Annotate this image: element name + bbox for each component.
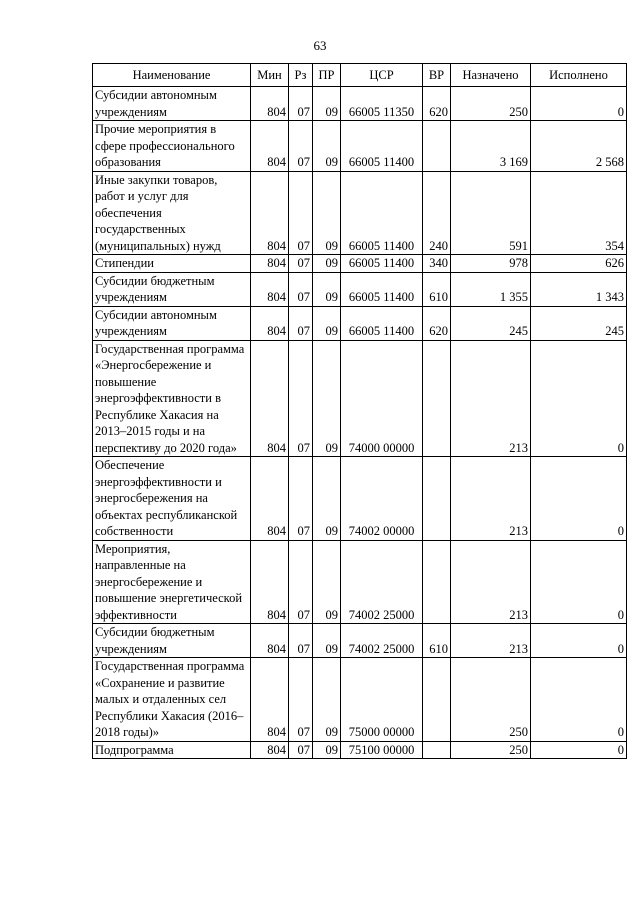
header-rz: Рз — [289, 64, 313, 87]
vr-cell: 620 — [423, 306, 451, 340]
min-cell: 804 — [251, 255, 289, 273]
table-row — [93, 658, 627, 742]
pr-cell: 09 — [313, 272, 341, 306]
rz-cell: 07 — [289, 272, 313, 306]
vr-cell: 620 — [423, 87, 451, 121]
table-row — [93, 457, 627, 541]
pr-cell: 09 — [313, 255, 341, 273]
name-cell: Субсидии бюджетным учреждениям — [93, 624, 251, 658]
table-row — [93, 255, 627, 273]
assigned-cell: 1 355 — [451, 272, 531, 306]
rz-cell: 07 — [289, 741, 313, 759]
executed-cell: 0 — [531, 340, 627, 457]
executed-cell: 0 — [531, 87, 627, 121]
vr-cell: 240 — [423, 171, 451, 255]
rz-cell: 07 — [289, 255, 313, 273]
vr-cell — [423, 658, 451, 742]
name-cell: Прочие мероприятия в сфере профессионального образования — [93, 121, 251, 172]
pr-cell: 09 — [313, 87, 341, 121]
executed-cell: 1 343 — [531, 272, 627, 306]
rz-cell: 07 — [289, 171, 313, 255]
assigned-cell: 591 — [451, 171, 531, 255]
rz-cell: 07 — [289, 540, 313, 624]
name-cell: Подпрограмма — [93, 741, 251, 759]
vr-cell — [423, 540, 451, 624]
vr-cell — [423, 340, 451, 457]
csr-cell: 74000 00000 — [341, 340, 423, 457]
rz-cell: 07 — [289, 87, 313, 121]
rz-cell: 07 — [289, 306, 313, 340]
csr-cell: 75100 00000 — [341, 741, 423, 759]
csr-cell: 66005 11400 — [341, 171, 423, 255]
min-cell: 804 — [251, 658, 289, 742]
assigned-cell: 3 169 — [451, 121, 531, 172]
executed-cell: 626 — [531, 255, 627, 273]
table-row — [93, 272, 627, 306]
executed-cell: 0 — [531, 624, 627, 658]
executed-cell: 0 — [531, 540, 627, 624]
csr-cell: 74002 25000 — [341, 624, 423, 658]
csr-cell: 74002 25000 — [341, 540, 423, 624]
table-row — [93, 171, 627, 255]
rz-cell: 07 — [289, 340, 313, 457]
assigned-cell: 213 — [451, 457, 531, 541]
table-row — [93, 87, 627, 121]
vr-cell: 340 — [423, 255, 451, 273]
pr-cell: 09 — [313, 540, 341, 624]
table-row — [93, 306, 627, 340]
assigned-cell: 250 — [451, 741, 531, 759]
pr-cell: 09 — [313, 624, 341, 658]
assigned-cell: 213 — [451, 624, 531, 658]
vr-cell — [423, 457, 451, 541]
table-body — [93, 87, 627, 759]
name-cell: Государственная программа «Энергосбережение и повышение энергоэффективности в Республике Хакасия на 2013–2015 годы и на перспективу до 2020 года» — [93, 340, 251, 457]
min-cell: 804 — [251, 624, 289, 658]
min-cell: 804 — [251, 457, 289, 541]
page-number: 63 — [313, 38, 327, 53]
table-row — [93, 540, 627, 624]
csr-cell: 66005 11350 — [341, 87, 423, 121]
header-min: Мин — [251, 64, 289, 87]
name-cell: Обеспечение энергоэффективности и энергосбережения на объектах республиканской собственности — [93, 457, 251, 541]
executed-cell: 245 — [531, 306, 627, 340]
name-cell: Государственная программа «Сохранение и развитие малых и отдаленных сел Республики Хакасия (2016–2018 годы)» — [93, 658, 251, 742]
pr-cell: 09 — [313, 340, 341, 457]
name-cell: Иные закупки товаров, работ и услуг для обеспечения государственных (муниципальных) нужд — [93, 171, 251, 255]
name-cell: Мероприятия, направленные на энергосбережение и повышение энергетической эффективности — [93, 540, 251, 624]
name-cell: Субсидии автономным учреждениям — [93, 306, 251, 340]
name-cell: Стипендии — [93, 255, 251, 273]
table-row — [93, 624, 627, 658]
vr-cell: 610 — [423, 272, 451, 306]
header-vr: ВР — [423, 64, 451, 87]
vr-cell: 610 — [423, 624, 451, 658]
min-cell: 804 — [251, 121, 289, 172]
rz-cell: 07 — [289, 658, 313, 742]
rz-cell: 07 — [289, 121, 313, 172]
csr-cell: 66005 11400 — [341, 306, 423, 340]
header-executed: Исполнено — [531, 64, 627, 87]
executed-cell: 354 — [531, 171, 627, 255]
min-cell: 804 — [251, 87, 289, 121]
min-cell: 804 — [251, 171, 289, 255]
min-cell: 804 — [251, 741, 289, 759]
table-header — [93, 64, 627, 87]
min-cell: 804 — [251, 340, 289, 457]
csr-cell: 75000 00000 — [341, 658, 423, 742]
table-row — [93, 121, 627, 172]
csr-cell: 66005 11400 — [341, 255, 423, 273]
vr-cell — [423, 121, 451, 172]
assigned-cell: 213 — [451, 540, 531, 624]
assigned-cell: 245 — [451, 306, 531, 340]
executed-cell: 2 568 — [531, 121, 627, 172]
rz-cell: 07 — [289, 457, 313, 541]
header-pr: ПР — [313, 64, 341, 87]
vr-cell — [423, 741, 451, 759]
pr-cell: 09 — [313, 306, 341, 340]
assigned-cell: 978 — [451, 255, 531, 273]
pr-cell: 09 — [313, 457, 341, 541]
min-cell: 804 — [251, 306, 289, 340]
csr-cell: 66005 11400 — [341, 272, 423, 306]
pr-cell: 09 — [313, 121, 341, 172]
table-row — [93, 340, 627, 457]
assigned-cell: 213 — [451, 340, 531, 457]
pr-cell: 09 — [313, 171, 341, 255]
pr-cell: 09 — [313, 741, 341, 759]
header-assigned: Назначено — [451, 64, 531, 87]
csr-cell: 74002 00000 — [341, 457, 423, 541]
executed-cell: 0 — [531, 457, 627, 541]
header-name: Наименование — [93, 64, 251, 87]
header-csr: ЦСР — [341, 64, 423, 87]
name-cell: Субсидии бюджетным учреждениям — [93, 272, 251, 306]
assigned-cell: 250 — [451, 658, 531, 742]
rz-cell: 07 — [289, 624, 313, 658]
executed-cell: 0 — [531, 741, 627, 759]
csr-cell: 66005 11400 — [341, 121, 423, 172]
pr-cell: 09 — [313, 658, 341, 742]
table-row — [93, 741, 627, 759]
header-row — [93, 64, 627, 87]
min-cell: 804 — [251, 272, 289, 306]
assigned-cell: 250 — [451, 87, 531, 121]
executed-cell: 0 — [531, 658, 627, 742]
min-cell: 804 — [251, 540, 289, 624]
budget-table — [92, 63, 627, 759]
name-cell: Субсидии автономным учреждениям — [93, 87, 251, 121]
